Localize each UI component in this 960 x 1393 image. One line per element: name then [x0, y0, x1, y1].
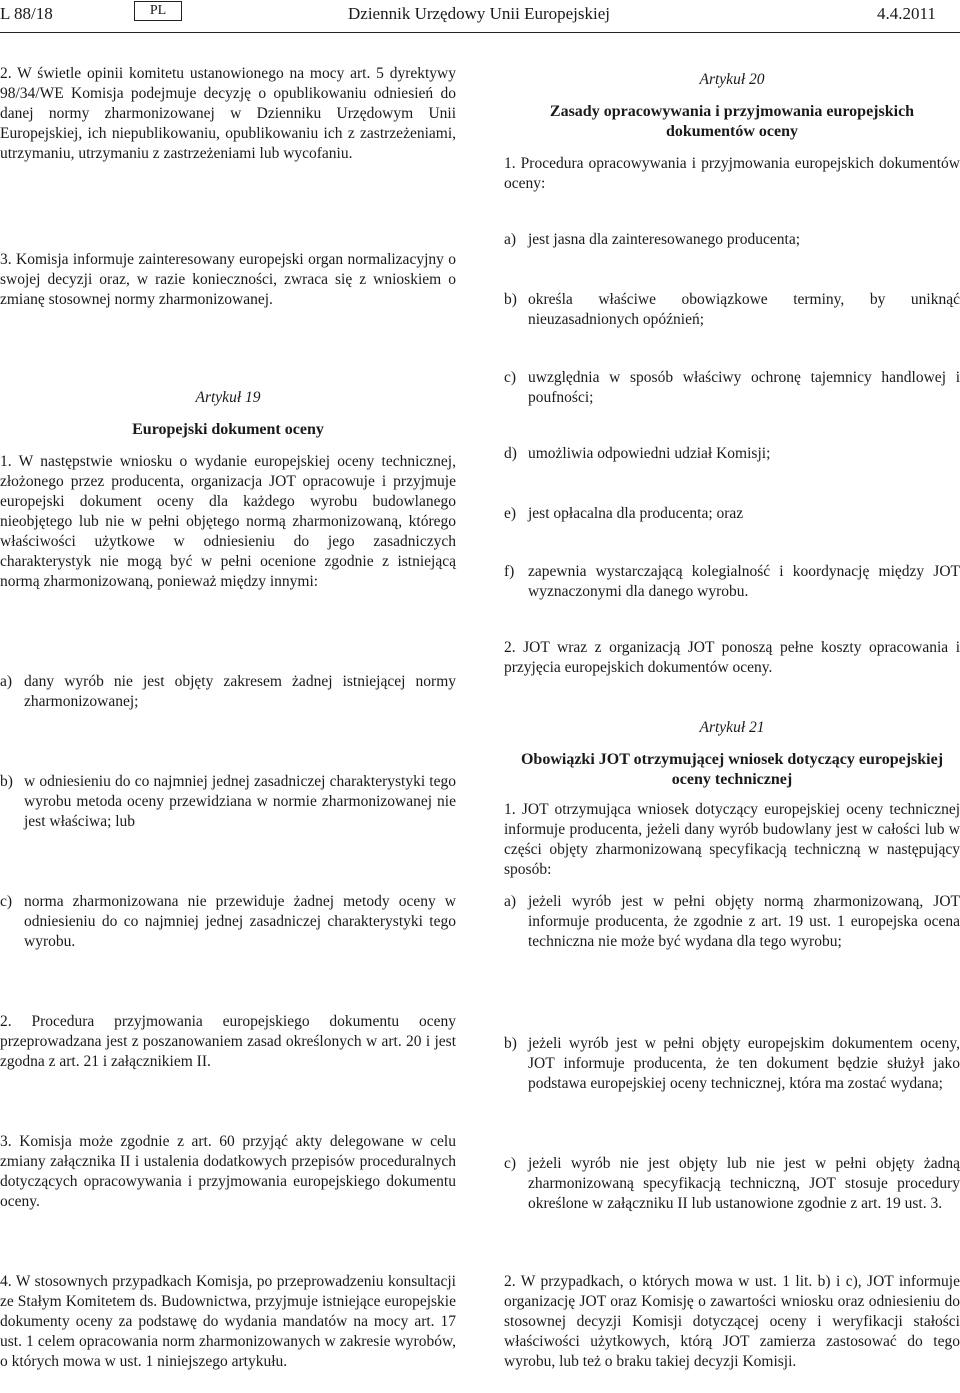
item-label: b)	[504, 291, 517, 308]
item-label: d)	[504, 445, 517, 462]
header-rule	[0, 32, 960, 33]
article-19-paragraph-2: 2. Procedura przyjmowania europejskiego dokumentu oceny przeprowadzana jest z poszanowaniem zasad określonych w art. 20 i jest zgodna z art. 21 i załącznikiem II.	[0, 1013, 456, 1070]
article-20-item-e	[504, 504, 960, 524]
article-21-item-a	[504, 892, 960, 952]
item-text: jest opłacalna dla producenta; oraz	[528, 505, 744, 522]
item-label: c)	[504, 369, 517, 386]
article-20-heading: Artykuł 20	[699, 71, 765, 88]
language-badge: PL	[134, 1, 182, 21]
item-label: a)	[0, 673, 13, 690]
article-20-paragraph-2: 2. JOT wraz z organizacją JOT ponoszą pełne koszty opracowania i przyjęcia europejskich dokumentów oceny.	[504, 639, 960, 676]
item-text: umożliwia odpowiedni udział Komisji;	[528, 445, 771, 462]
item-text: określa właściwe obowiązkowe terminy, by uniknąć nieuzasadnionych opóźnień;	[528, 291, 960, 328]
left-paragraph-3: 3. Komisja informuje zainteresowany europejski organ normalizacyjny o swojej decyzji oraz, w razie konieczności, zwraca się z wnioskiem o zmianę stosownej normy zharmonizowanej.	[0, 251, 456, 308]
article-21-title: Obowiązki JOT otrzymującej wniosek dotyczący europejskiej oceny technicznej	[520, 751, 944, 788]
article-20-item-a	[504, 230, 960, 250]
article-20-item-c	[504, 368, 960, 408]
article-19-heading: Artykuł 19	[195, 389, 261, 406]
article-21-paragraph-2: 2. W przypadkach, o których mowa w ust. 1 lit. b) i c), JOT informuje organizację JOT oraz Komisję o zawartości wniosku oraz odniesieniu do stosownej decyzji Komisji dotyczącej oceny i weryfikacji stałości właściwości użytkowych, którą JOT zamierza zastosować do tego wyrobu, lub też o braku takiej decyzji Komisji.	[504, 1273, 960, 1370]
page-reference: L 88/18	[0, 4, 53, 23]
journal-title: Dziennik Urzędowy Unii Europejskiej	[348, 4, 611, 23]
item-label: c)	[0, 893, 13, 910]
article-20-paragraph-1: 1. Procedura opracowywania i przyjmowania europejskich dokumentów oceny:	[504, 155, 960, 192]
item-label: b)	[0, 773, 13, 790]
item-text: jeżeli wyrób jest w pełni objęty europejskim dokumentem oceny, JOT informuje producenta, że ten dokument będzie służył jako podstawa europejskiej oceny technicznej, która ma zostać wydana;	[528, 1035, 960, 1092]
item-text: w odniesieniu do co najmniej jednej zasadniczej charakterystyki tego wyrobu metoda oceny przewidziana w normie zharmonizowanej nie jest właściwa; lub	[24, 773, 456, 830]
article-19-item-c	[0, 892, 456, 952]
article-19-title: Europejski dokument oceny	[132, 421, 324, 438]
article-19-paragraph-1: 1. W następstwie wniosku o wydanie europejskiej oceny technicznej, złożonego przez producenta, organizacja JOT opracowuje i przyjmuje europejski dokument oceny dla każdego wyrobu budowlanego nieobjętego lub nie w pełni objętego normą zharmonizowaną, którego właściwości użytkowe w odniesieniu do jego zasadniczych charakterystyk nie mogą być w pełni ocenione zgodnie z istniejącą normą zharmonizowaną, ponieważ między innymi:	[0, 453, 456, 590]
item-label: c)	[504, 1155, 517, 1172]
item-label: f)	[504, 563, 515, 580]
article-20-item-d	[504, 444, 960, 464]
article-19-paragraph-3: 3. Komisja może zgodnie z art. 60 przyjąć akty delegowane w celu zmiany załącznika II i ustalenia dodatkowych przepisów proceduralnych dotyczących opracowywania i przyjmowania europejskiego dokumentu oceny.	[0, 1133, 456, 1210]
item-text: jeżeli wyrób jest w pełni objęty normą zharmonizowaną, JOT informuje producenta, że zgodnie z art. 19 ust. 1 europejska ocena techniczna nie może być wydana dla tego wyrobu;	[528, 893, 960, 950]
item-text: norma zharmonizowana nie przewiduje żadnej metody oceny w odniesieniu do co najmniej jednej zasadniczej charakterystyki tego wyrobu.	[24, 893, 456, 950]
article-19-item-b	[0, 772, 456, 832]
left-paragraph-2: 2. W świetle opinii komitetu ustanowionego na mocy art. 5 dyrektywy 98/34/WE Komisja podejmuje decyzję o opublikowaniu odniesień do danej normy zharmonizowanej w Dzienniku Urzędowym Unii Europejskiej, ich niepublikowaniu, opublikowaniu ich z zastrzeżeniami, utrzymaniu, utrzymaniu z zastrzeżeniami lub wycofaniu.	[0, 65, 456, 162]
article-20-title: Zasady opracowywania i przyjmowania europejskich dokumentów oceny	[549, 103, 915, 140]
article-20-item-f	[504, 562, 960, 602]
article-19-paragraph-4: 4. W stosownych przypadkach Komisja, po przeprowadzeniu konsultacji ze Stałym Komitetem ds. Budownictwa, przyjmuje istniejące europejskie dokumenty oceny za podstawę do wydania mandatów na mocy art. 17 ust. 1 celem opracowania norm zharmonizowanych w zakresie wyrobów, o których mowa w ust. 1 niniejszego artykułu.	[0, 1273, 456, 1370]
article-21-heading: Artykuł 21	[699, 719, 765, 736]
article-20-item-b	[504, 290, 960, 330]
item-label: b)	[504, 1035, 517, 1052]
item-text: jeżeli wyrób nie jest objęty lub nie jest w pełni objęty żadną zharmonizowaną specyfikacją techniczną, JOT stosuje procedury określone w załączniku II lub ustanowione zgodnie z art. 19 ust. 3.	[528, 1155, 960, 1212]
item-text: dany wyrób nie jest objęty zakresem żadnej istniejącej normy zharmonizowanej;	[24, 673, 456, 710]
item-label: a)	[504, 231, 517, 248]
article-21-item-b	[504, 1034, 960, 1094]
item-text: zapewnia wystarczającą kolegialność i koordynację między JOT wyznaczonymi dla danego wyrobu.	[528, 563, 960, 600]
article-21-paragraph-1: 1. JOT otrzymująca wniosek dotyczący europejskiej oceny technicznej informuje producenta, jeżeli dany wyrób budowlany jest w całości lub w części objęty zharmonizowaną specyfikacją techniczną w następujący sposób:	[504, 801, 960, 878]
publication-date: 4.4.2011	[877, 4, 936, 23]
item-text: jest jasna dla zainteresowanego producenta;	[528, 231, 800, 248]
article-19-item-a	[0, 672, 456, 712]
page-header	[0, 0, 960, 30]
article-21-item-c	[504, 1154, 960, 1214]
item-label: e)	[504, 505, 517, 522]
item-label: a)	[504, 893, 517, 910]
item-text: uwzględnia w sposób właściwy ochronę tajemnicy handlowej i poufności;	[528, 369, 960, 406]
